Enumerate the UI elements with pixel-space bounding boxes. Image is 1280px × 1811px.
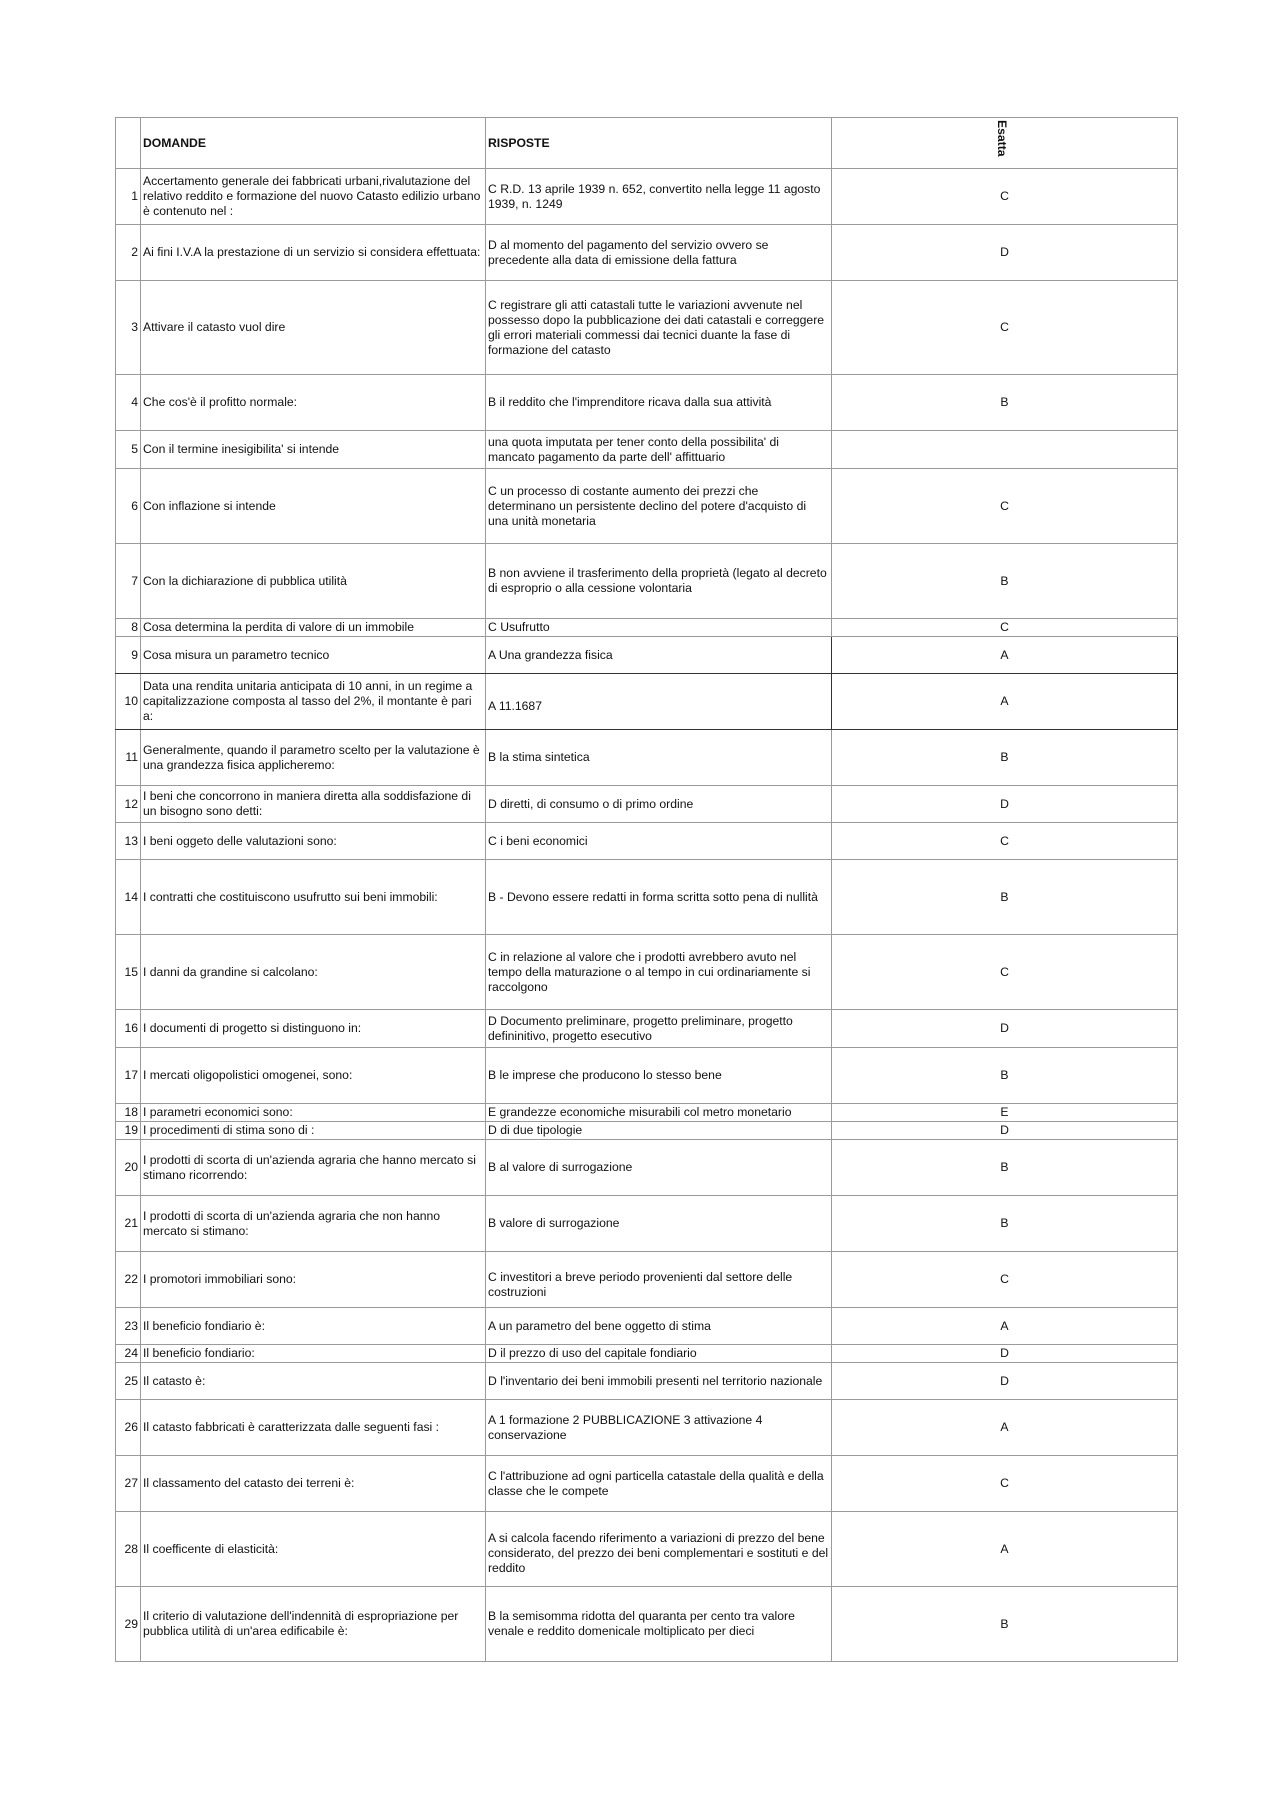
question-cell: Attivare il catasto vuol dire: [141, 281, 486, 375]
answer-cell: D di due tipologie: [486, 1122, 832, 1140]
correct-answer-cell: B: [832, 1048, 1178, 1104]
row-number: 5: [116, 431, 141, 469]
answer-cell: B al valore di surrogazione: [486, 1140, 832, 1196]
header-domande: DOMANDE: [141, 118, 486, 169]
answer-cell: E grandezze economiche misurabili col metro monetario: [486, 1104, 832, 1122]
table-row: [116, 1010, 1178, 1048]
correct-answer-cell: A: [832, 674, 1178, 730]
row-number: 10: [116, 674, 141, 730]
table-row: [116, 1308, 1178, 1345]
question-cell: I documenti di progetto si distinguono in:: [141, 1010, 486, 1048]
row-number: 27: [116, 1456, 141, 1512]
correct-answer-cell: A: [832, 1400, 1178, 1456]
question-cell: I contratti che costituiscono usufrutto sui beni immobili:: [141, 860, 486, 935]
table-row: [116, 637, 1178, 674]
answer-cell: C un processo di costante aumento dei prezzi che determinano un persistente declino del potere d'acquisto di una unità monetaria: [486, 469, 832, 544]
correct-answer-cell: C: [832, 1252, 1178, 1308]
correct-answer-cell: D: [832, 786, 1178, 823]
correct-answer-cell: C: [832, 823, 1178, 860]
question-cell: Data una rendita unitaria anticipata di 10 anni, in un regime a capitalizzazione composta al tasso del 2%, il montante è pari a:: [141, 674, 486, 730]
correct-answer-cell: B: [832, 730, 1178, 786]
correct-answer-cell: C: [832, 469, 1178, 544]
row-number: 9: [116, 637, 141, 674]
answer-cell: A 11.1687: [486, 674, 832, 730]
row-number: 7: [116, 544, 141, 619]
question-cell: I procedimenti di stima sono di :: [141, 1122, 486, 1140]
table-row: [116, 1345, 1178, 1363]
correct-answer-cell: C: [832, 281, 1178, 375]
answer-cell: D al momento del pagamento del servizio ovvero se precedente alla data di emissione della fattura: [486, 225, 832, 281]
answer-cell: B le imprese che producono lo stesso bene: [486, 1048, 832, 1104]
question-cell: Il beneficio fondiario:: [141, 1345, 486, 1363]
table-row: [116, 935, 1178, 1010]
row-number: 12: [116, 786, 141, 823]
question-cell: Il catasto fabbricati è caratterizzata dalle seguenti fasi :: [141, 1400, 486, 1456]
answer-cell: C R.D. 13 aprile 1939 n. 652, convertito nella legge 11 agosto 1939, n. 1249: [486, 169, 832, 225]
row-number: 11: [116, 730, 141, 786]
row-number: 15: [116, 935, 141, 1010]
table-row: [116, 786, 1178, 823]
row-number: 16: [116, 1010, 141, 1048]
question-cell: I mercati oligopolistici omogenei, sono:: [141, 1048, 486, 1104]
table-row: [116, 431, 1178, 469]
question-cell: Che cos'è il profitto normale:: [141, 375, 486, 431]
question-cell: Con la dichiarazione di pubblica utilità: [141, 544, 486, 619]
row-number: 23: [116, 1308, 141, 1345]
question-cell: I promotori immobiliari sono:: [141, 1252, 486, 1308]
header-row: [116, 118, 1178, 169]
answer-cell: C registrare gli atti catastali tutte le variazioni avvenute nel possesso dopo la pubblicazione dei dati catastali e correggere gli errori materiali commessi dai tecnici duante la fase di formazione del catasto: [486, 281, 832, 375]
correct-answer-cell: A: [832, 637, 1178, 674]
quiz-table: [115, 117, 1178, 1662]
table-row: [116, 619, 1178, 637]
table-row: [116, 730, 1178, 786]
row-number: 22: [116, 1252, 141, 1308]
correct-answer-cell: C: [832, 619, 1178, 637]
row-number: 14: [116, 860, 141, 935]
row-number: 18: [116, 1104, 141, 1122]
row-number: 17: [116, 1048, 141, 1104]
question-cell: I prodotti di scorta di un'azienda agraria che hanno mercato si stimano ricorrendo:: [141, 1140, 486, 1196]
correct-answer-cell: C: [832, 169, 1178, 225]
row-number: 29: [116, 1587, 141, 1662]
question-cell: Generalmente, quando il parametro scelto per la valutazione è una grandezza fisica applicheremo:: [141, 730, 486, 786]
answer-cell: D l'inventario dei beni immobili presenti nel territorio nazionale: [486, 1363, 832, 1400]
row-number: 3: [116, 281, 141, 375]
table-row: [116, 1512, 1178, 1587]
table-row: [116, 1363, 1178, 1400]
correct-answer-cell: B: [832, 375, 1178, 431]
question-cell: Cosa determina la perdita di valore di un immobile: [141, 619, 486, 637]
question-cell: I beni che concorrono in maniera diretta alla soddisfazione di un bisogno sono detti:: [141, 786, 486, 823]
row-number: 8: [116, 619, 141, 637]
header-esatta: Esatta: [995, 120, 1009, 157]
answer-cell: A un parametro del bene oggetto di stima: [486, 1308, 832, 1345]
question-cell: I parametri economici sono:: [141, 1104, 486, 1122]
answer-cell: C i beni economici: [486, 823, 832, 860]
row-number: 26: [116, 1400, 141, 1456]
correct-answer-cell: D: [832, 1363, 1178, 1400]
question-cell: I beni oggeto delle valutazioni sono:: [141, 823, 486, 860]
header-number-cell: [116, 118, 141, 169]
row-number: 20: [116, 1140, 141, 1196]
correct-answer-cell: [832, 431, 1178, 469]
row-number: 28: [116, 1512, 141, 1587]
answer-cell: C in relazione al valore che i prodotti avrebbero avuto nel tempo della maturazione o al tempo in cui ordinariamente si raccolgono: [486, 935, 832, 1010]
table-row: [116, 823, 1178, 860]
correct-answer-cell: D: [832, 225, 1178, 281]
answer-cell: B valore di surrogazione: [486, 1196, 832, 1252]
answer-cell: una quota imputata per tener conto della possibilita' di mancato pagamento da parte dell' affittuario: [486, 431, 832, 469]
table-row: [116, 544, 1178, 619]
correct-answer-cell: A: [832, 1308, 1178, 1345]
answer-cell: A 1 formazione 2 PUBBLICAZIONE 3 attivazione 4 conservazione: [486, 1400, 832, 1456]
answer-cell: B non avviene il trasferimento della proprietà (legato al decreto di esproprio o alla cessione volontaria: [486, 544, 832, 619]
answer-cell: B il reddito che l'imprenditore ricava dalla sua attività: [486, 375, 832, 431]
row-number: 19: [116, 1122, 141, 1140]
row-number: 25: [116, 1363, 141, 1400]
answer-cell: D il prezzo di uso del capitale fondiario: [486, 1345, 832, 1363]
question-cell: I danni da grandine si calcolano:: [141, 935, 486, 1010]
correct-answer-cell: B: [832, 1140, 1178, 1196]
answer-cell: D Documento preliminare, progetto preliminare, progetto defininitivo, progetto esecutivo: [486, 1010, 832, 1048]
table-row: [116, 1456, 1178, 1512]
table-row: [116, 225, 1178, 281]
row-number: 21: [116, 1196, 141, 1252]
question-cell: Con il termine inesigibilita' si intende: [141, 431, 486, 469]
correct-answer-cell: C: [832, 935, 1178, 1010]
table-row: [116, 1196, 1178, 1252]
table-row: [116, 1140, 1178, 1196]
row-number: 4: [116, 375, 141, 431]
table-row: [116, 1048, 1178, 1104]
header-esatta-cell: [832, 118, 1178, 169]
answer-cell: C investitori a breve periodo provenienti dal settore delle costruzioni: [486, 1252, 832, 1308]
row-number: 13: [116, 823, 141, 860]
table-row: [116, 1122, 1178, 1140]
correct-answer-cell: B: [832, 544, 1178, 619]
row-number: 6: [116, 469, 141, 544]
question-cell: Ai fini I.V.A la prestazione di un servizio si considera effettuata:: [141, 225, 486, 281]
answer-cell: B la stima sintetica: [486, 730, 832, 786]
question-cell: Il classamento del catasto dei terreni è:: [141, 1456, 486, 1512]
correct-answer-cell: B: [832, 860, 1178, 935]
correct-answer-cell: E: [832, 1104, 1178, 1122]
table-row: [116, 1400, 1178, 1456]
answer-cell: C Usufrutto: [486, 619, 832, 637]
correct-answer-cell: C: [832, 1456, 1178, 1512]
table-row: [116, 169, 1178, 225]
table-row: [116, 860, 1178, 935]
row-number: 24: [116, 1345, 141, 1363]
row-number: 2: [116, 225, 141, 281]
table-row: [116, 469, 1178, 544]
answer-cell: B la semisomma ridotta del quaranta per cento tra valore venale e reddito domenicale moltiplicato per dieci: [486, 1587, 832, 1662]
answer-cell: A Una grandezza fisica: [486, 637, 832, 674]
correct-answer-cell: D: [832, 1345, 1178, 1363]
correct-answer-cell: D: [832, 1010, 1178, 1048]
question-cell: Con inflazione si intende: [141, 469, 486, 544]
table-row: [116, 1252, 1178, 1308]
question-cell: Il criterio di valutazione dell'indennità di espropriazione per pubblica utilità di un'area edificabile è:: [141, 1587, 486, 1662]
table-row: [116, 674, 1178, 730]
table-row: [116, 1104, 1178, 1122]
question-cell: Il coefficente di elasticità:: [141, 1512, 486, 1587]
question-cell: I prodotti di scorta di un'azienda agraria che non hanno mercato si stimano:: [141, 1196, 486, 1252]
answer-cell: D diretti, di consumo o di primo ordine: [486, 786, 832, 823]
answer-cell: C l'attribuzione ad ogni particella catastale della qualità e della classe che le compete: [486, 1456, 832, 1512]
table-row: [116, 375, 1178, 431]
question-cell: Il beneficio fondiario è:: [141, 1308, 486, 1345]
answer-cell: B - Devono essere redatti in forma scritta sotto pena di nullità: [486, 860, 832, 935]
row-number: 1: [116, 169, 141, 225]
answer-cell: A si calcola facendo riferimento a variazioni di prezzo del bene considerato, del prezzo dei beni complementari e sostituti e del reddito: [486, 1512, 832, 1587]
correct-answer-cell: B: [832, 1587, 1178, 1662]
header-risposte: RISPOSTE: [486, 118, 832, 169]
question-cell: Cosa misura un parametro tecnico: [141, 637, 486, 674]
table-row: [116, 1587, 1178, 1662]
correct-answer-cell: B: [832, 1196, 1178, 1252]
correct-answer-cell: A: [832, 1512, 1178, 1587]
question-cell: Il catasto è:: [141, 1363, 486, 1400]
correct-answer-cell: D: [832, 1122, 1178, 1140]
question-cell: Accertamento generale dei fabbricati urbani,rivalutazione del relativo reddito e formazione del nuovo Catasto edilizio urbano è contenuto nel :: [141, 169, 486, 225]
table-row: [116, 281, 1178, 375]
